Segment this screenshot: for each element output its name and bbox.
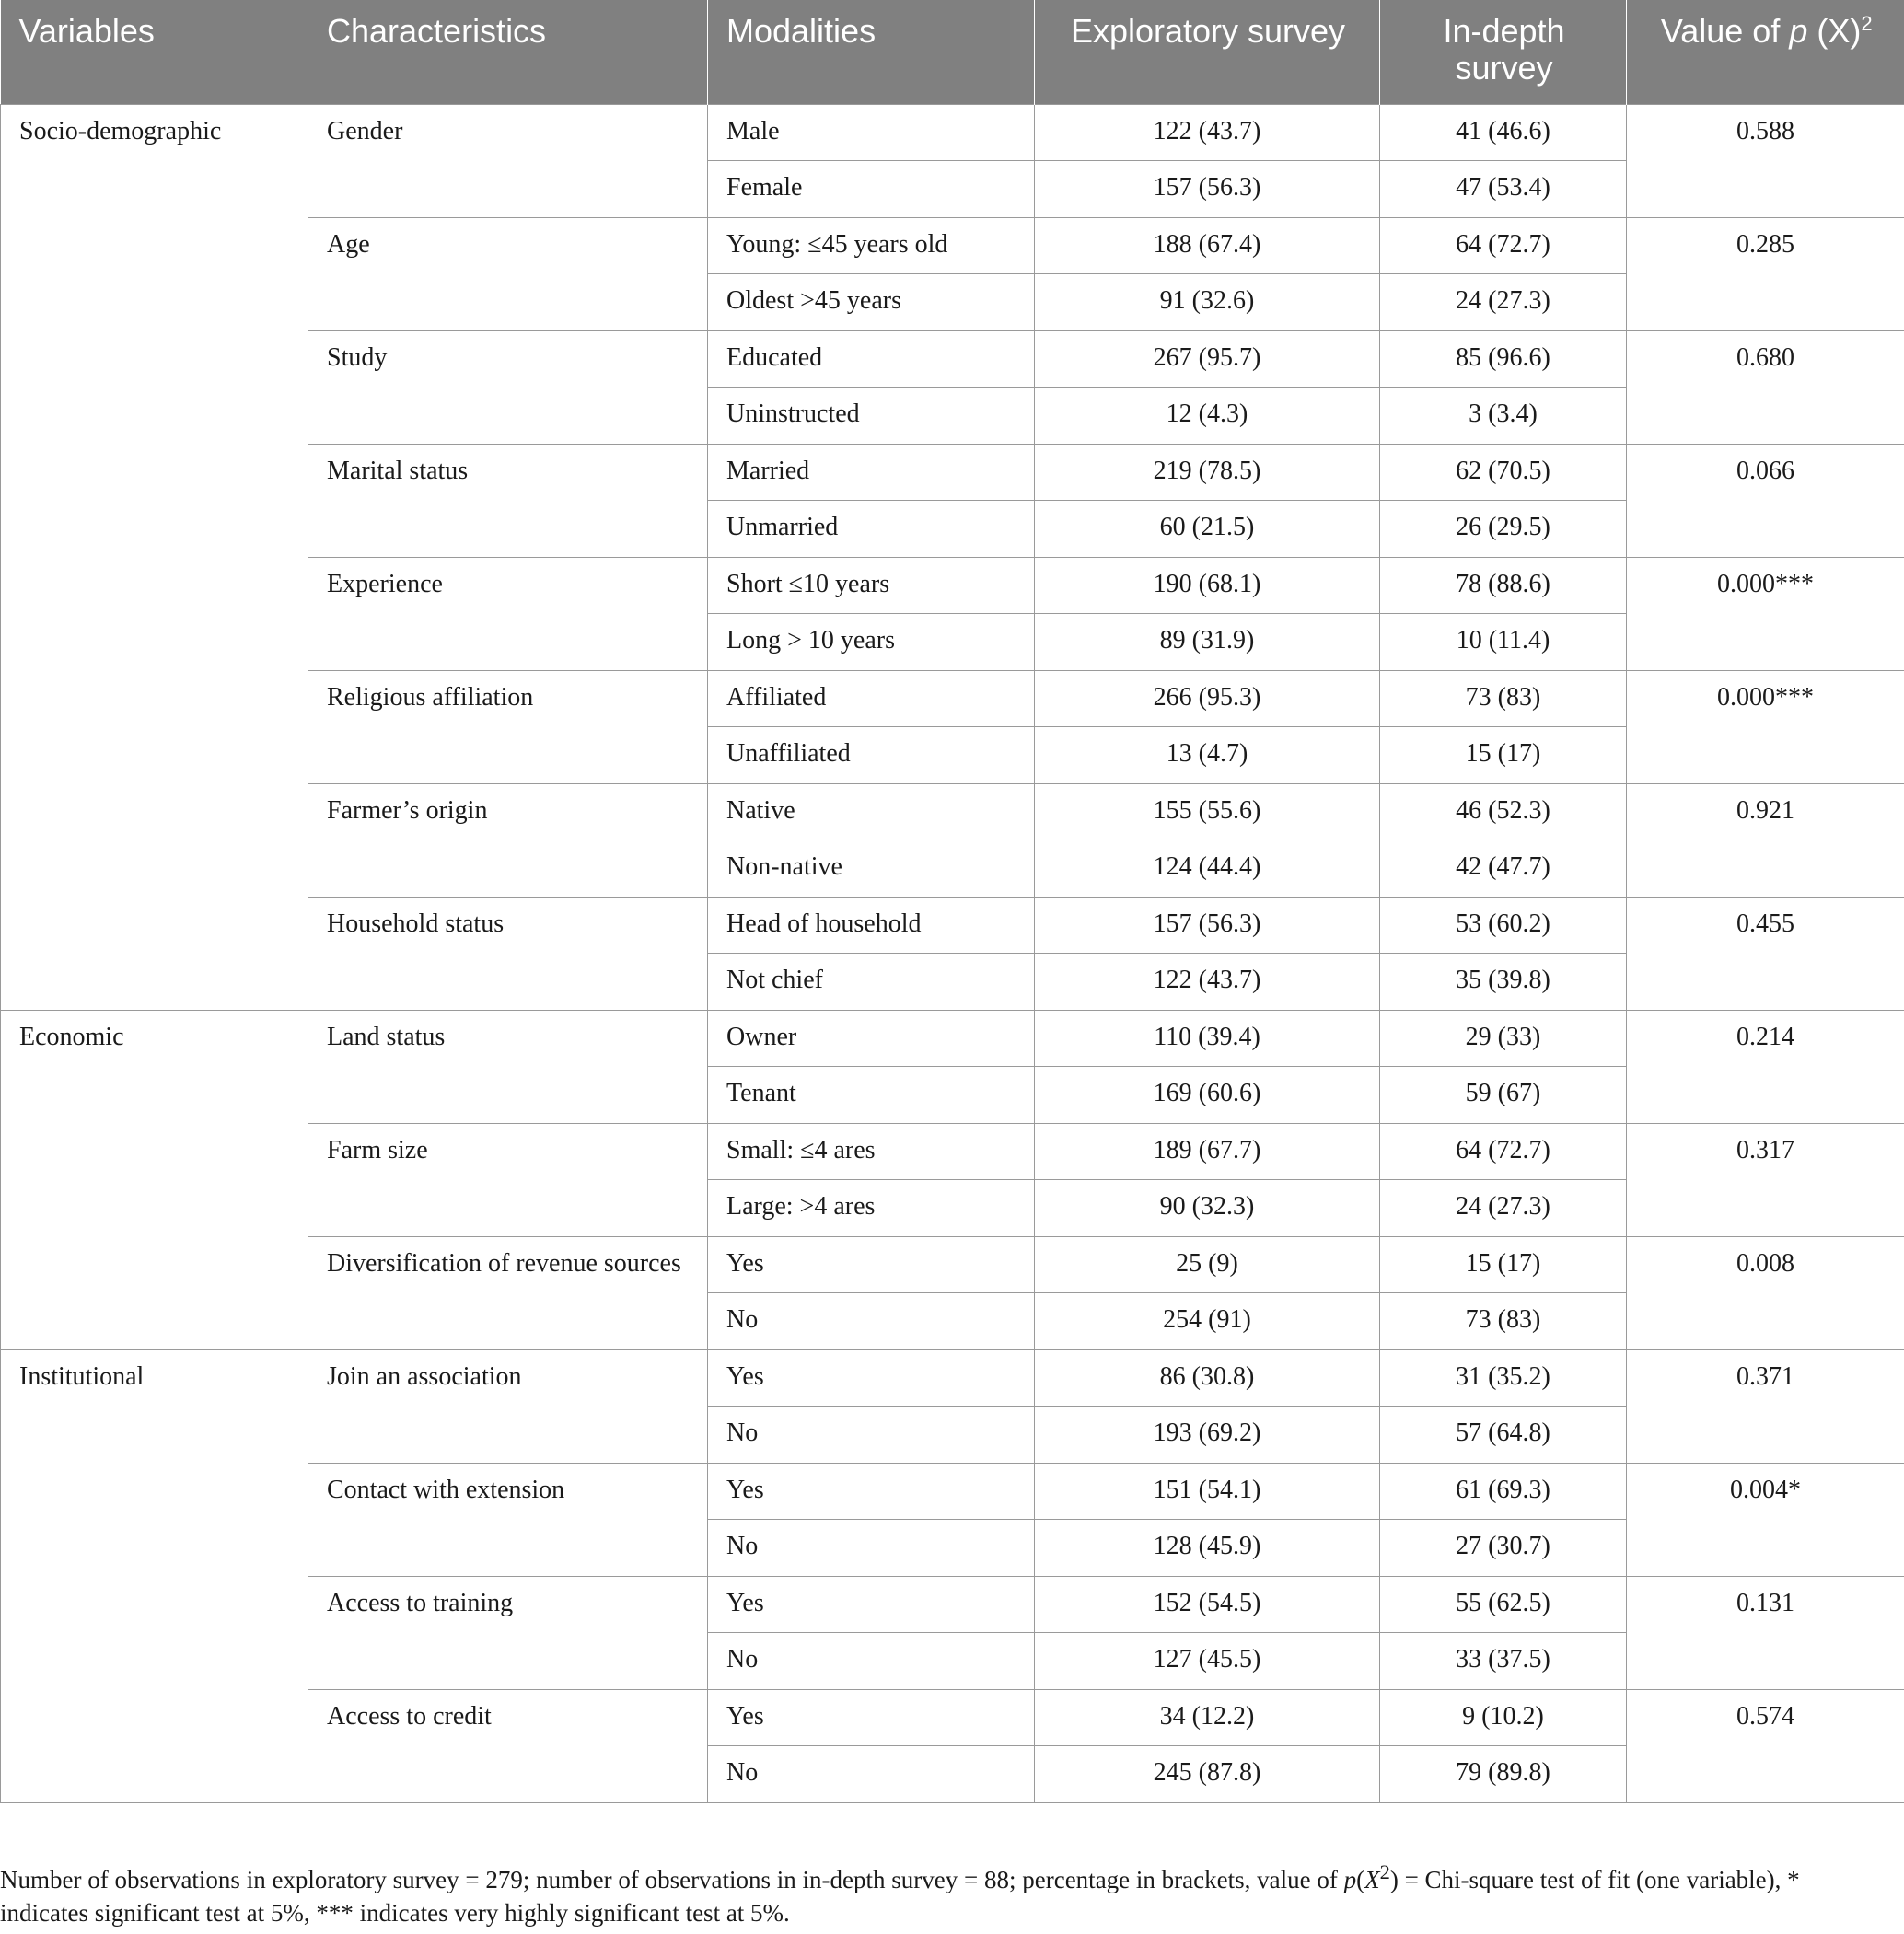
in-depth-cell: 46 (52.3) — [1380, 783, 1627, 840]
footnote-x-sup: 2 — [1379, 1860, 1390, 1883]
header-characteristics: Characteristics — [308, 0, 708, 104]
exploratory-cell: 34 (12.2) — [1035, 1689, 1380, 1746]
header-p-italic: p — [1789, 12, 1808, 50]
modality-cell: Male — [708, 104, 1035, 161]
in-depth-cell: 15 (17) — [1380, 1236, 1627, 1293]
modality-cell: Female — [708, 161, 1035, 218]
header-p-x: (X) — [1807, 12, 1862, 50]
modality-cell: Small: ≤4 ares — [708, 1123, 1035, 1180]
in-depth-cell: 73 (83) — [1380, 1293, 1627, 1350]
header-exploratory-survey: Exploratory survey — [1035, 0, 1380, 104]
exploratory-cell: 90 (32.3) — [1035, 1180, 1380, 1237]
footnote-text-1: Number of observations in exploratory survey = 279; number of observations in in-depth survey = 88; percentage in brackets, value of — [0, 1866, 1344, 1893]
exploratory-cell: 124 (44.4) — [1035, 840, 1380, 898]
in-depth-cell: 15 (17) — [1380, 727, 1627, 784]
p-value-cell: 0.131 — [1627, 1576, 1904, 1689]
in-depth-cell: 61 (69.3) — [1380, 1463, 1627, 1520]
p-value-cell: 0.921 — [1627, 783, 1904, 897]
exploratory-cell: 190 (68.1) — [1035, 557, 1380, 614]
modality-cell: Long ˃ 10 years — [708, 614, 1035, 671]
p-value-cell: 0.066 — [1627, 444, 1904, 557]
exploratory-cell: 25 (9) — [1035, 1236, 1380, 1293]
p-value-cell: 0.455 — [1627, 897, 1904, 1010]
in-depth-cell: 55 (62.5) — [1380, 1576, 1627, 1633]
in-depth-cell: 78 (88.6) — [1380, 557, 1627, 614]
header-variables: Variables — [1, 0, 308, 104]
in-depth-cell: 29 (33) — [1380, 1010, 1627, 1067]
p-value-cell: 0.574 — [1627, 1689, 1904, 1802]
p-value-cell: 0.214 — [1627, 1010, 1904, 1123]
exploratory-cell: 254 (91) — [1035, 1293, 1380, 1350]
in-depth-cell: 62 (70.5) — [1380, 444, 1627, 501]
p-value-cell: 0.000*** — [1627, 557, 1904, 670]
modality-cell: Yes — [708, 1463, 1035, 1520]
characteristic-cell: Access to credit — [308, 1689, 708, 1802]
exploratory-cell: 110 (39.4) — [1035, 1010, 1380, 1067]
header-p-value-prefix: Value of — [1660, 12, 1790, 50]
in-depth-cell: 24 (27.3) — [1380, 274, 1627, 331]
modality-cell: Uninstructed — [708, 388, 1035, 445]
in-depth-cell: 41 (46.6) — [1380, 104, 1627, 161]
characteristic-cell: Land status — [308, 1010, 708, 1123]
modality-cell: Educated — [708, 330, 1035, 388]
in-depth-cell: 31 (35.2) — [1380, 1349, 1627, 1407]
in-depth-cell: 26 (29.5) — [1380, 501, 1627, 558]
exploratory-cell: 127 (45.5) — [1035, 1633, 1380, 1690]
modality-cell: Head of household — [708, 897, 1035, 954]
table-footnote — [0, 1856, 1887, 1929]
in-depth-cell: 64 (72.7) — [1380, 217, 1627, 274]
modality-cell: Unmarried — [708, 501, 1035, 558]
in-depth-cell: 42 (47.7) — [1380, 840, 1627, 898]
in-depth-cell: 3 (3.4) — [1380, 388, 1627, 445]
modality-cell: Non-native — [708, 840, 1035, 898]
variable-cell: Socio-demographic — [1, 104, 308, 1010]
in-depth-cell: 59 (67) — [1380, 1067, 1627, 1124]
characteristic-cell: Access to training — [308, 1576, 708, 1689]
exploratory-cell: 188 (67.4) — [1035, 217, 1380, 274]
exploratory-cell: 266 (95.3) — [1035, 670, 1380, 727]
header-in-depth-line2: survey — [1455, 49, 1553, 87]
exploratory-cell: 267 (95.7) — [1035, 330, 1380, 388]
exploratory-cell: 12 (4.3) — [1035, 388, 1380, 445]
modality-cell: Tenant — [708, 1067, 1035, 1124]
in-depth-cell: 10 (11.4) — [1380, 614, 1627, 671]
variable-cell: Institutional — [1, 1349, 308, 1802]
exploratory-cell: 128 (45.9) — [1035, 1520, 1380, 1577]
modality-cell: Yes — [708, 1349, 1035, 1407]
modality-cell: Married — [708, 444, 1035, 501]
characteristic-cell: Farmer’s origin — [308, 783, 708, 897]
in-depth-cell: 47 (53.4) — [1380, 161, 1627, 218]
footnote-p-italic: p — [1343, 1866, 1357, 1893]
in-depth-cell: 64 (72.7) — [1380, 1123, 1627, 1180]
characteristic-cell: Household status — [308, 897, 708, 1010]
modality-cell: No — [708, 1746, 1035, 1803]
modality-cell: Yes — [708, 1689, 1035, 1746]
characteristic-cell: Age — [308, 217, 708, 330]
exploratory-cell: 219 (78.5) — [1035, 444, 1380, 501]
characteristic-cell: Diversification of revenue sources — [308, 1236, 708, 1349]
exploratory-cell: 151 (54.1) — [1035, 1463, 1380, 1520]
exploratory-cell: 152 (54.5) — [1035, 1576, 1380, 1633]
characteristic-cell: Religious affiliation — [308, 670, 708, 783]
header-in-depth-line1: In-depth — [1443, 12, 1565, 50]
exploratory-cell: 122 (43.7) — [1035, 954, 1380, 1011]
modality-cell: No — [708, 1520, 1035, 1577]
characteristic-cell: Join an association — [308, 1349, 708, 1463]
p-value-cell: 0.008 — [1627, 1236, 1904, 1349]
in-depth-cell: 53 (60.2) — [1380, 897, 1627, 954]
p-value-cell: 0.588 — [1627, 104, 1904, 217]
footnote-text-2: ) = Chi-square test of fit (one variable), * indicates significant test at 5%, *** indicates very highly significant test at 5%. — [0, 1866, 1800, 1927]
exploratory-cell: 157 (56.3) — [1035, 161, 1380, 218]
characteristic-cell: Study — [308, 330, 708, 444]
header-modalities: Modalities — [708, 0, 1035, 104]
table-header-row — [1, 0, 1904, 104]
in-depth-cell: 24 (27.3) — [1380, 1180, 1627, 1237]
footnote-x-italic: X — [1364, 1866, 1380, 1893]
exploratory-cell: 86 (30.8) — [1035, 1349, 1380, 1407]
in-depth-cell: 27 (30.7) — [1380, 1520, 1627, 1577]
p-value-cell: 0.371 — [1627, 1349, 1904, 1463]
in-depth-cell: 79 (89.8) — [1380, 1746, 1627, 1803]
table-row — [1, 104, 1904, 161]
exploratory-cell: 89 (31.9) — [1035, 614, 1380, 671]
in-depth-cell: 35 (39.8) — [1380, 954, 1627, 1011]
p-value-cell: 0.000*** — [1627, 670, 1904, 783]
characteristic-cell: Marital status — [308, 444, 708, 557]
modality-cell: Short ≤10 years — [708, 557, 1035, 614]
footnote-paren-open: ( — [1356, 1866, 1365, 1893]
modality-cell: Young: ≤45 years old — [708, 217, 1035, 274]
header-p-sup: 2 — [1861, 12, 1873, 35]
exploratory-cell: 13 (4.7) — [1035, 727, 1380, 784]
exploratory-cell: 122 (43.7) — [1035, 104, 1380, 161]
exploratory-cell: 157 (56.3) — [1035, 897, 1380, 954]
modality-cell: Yes — [708, 1576, 1035, 1633]
exploratory-cell: 193 (69.2) — [1035, 1407, 1380, 1464]
variable-cell: Economic — [1, 1010, 308, 1349]
p-value-cell: 0.680 — [1627, 330, 1904, 444]
table-row — [1, 1010, 1904, 1067]
exploratory-cell: 245 (87.8) — [1035, 1746, 1380, 1803]
modality-cell: No — [708, 1633, 1035, 1690]
modality-cell: Affiliated — [708, 670, 1035, 727]
modality-cell: Unaffiliated — [708, 727, 1035, 784]
modality-cell: Yes — [708, 1236, 1035, 1293]
in-depth-cell: 73 (83) — [1380, 670, 1627, 727]
in-depth-cell: 85 (96.6) — [1380, 330, 1627, 388]
exploratory-cell: 189 (67.7) — [1035, 1123, 1380, 1180]
in-depth-cell: 9 (10.2) — [1380, 1689, 1627, 1746]
exploratory-cell: 169 (60.6) — [1035, 1067, 1380, 1124]
modality-cell: Large: >4 ares — [708, 1180, 1035, 1237]
exploratory-cell: 91 (32.6) — [1035, 274, 1380, 331]
exploratory-cell: 60 (21.5) — [1035, 501, 1380, 558]
characteristic-cell: Farm size — [308, 1123, 708, 1236]
in-depth-cell: 33 (37.5) — [1380, 1633, 1627, 1690]
characteristic-cell: Gender — [308, 104, 708, 217]
modality-cell: Oldest ˃45 years — [708, 274, 1035, 331]
p-value-cell: 0.285 — [1627, 217, 1904, 330]
modality-cell: No — [708, 1293, 1035, 1350]
header-p-value — [1627, 0, 1904, 104]
header-in-depth-survey — [1380, 0, 1627, 104]
characteristic-cell: Contact with extension — [308, 1463, 708, 1576]
modality-cell: No — [708, 1407, 1035, 1464]
in-depth-cell: 57 (64.8) — [1380, 1407, 1627, 1464]
table-row — [1, 1349, 1904, 1407]
exploratory-cell: 155 (55.6) — [1035, 783, 1380, 840]
p-value-cell: 0.004* — [1627, 1463, 1904, 1576]
modality-cell: Native — [708, 783, 1035, 840]
p-value-cell: 0.317 — [1627, 1123, 1904, 1236]
modality-cell: Not chief — [708, 954, 1035, 1011]
characteristic-cell: Experience — [308, 557, 708, 670]
modality-cell: Owner — [708, 1010, 1035, 1067]
